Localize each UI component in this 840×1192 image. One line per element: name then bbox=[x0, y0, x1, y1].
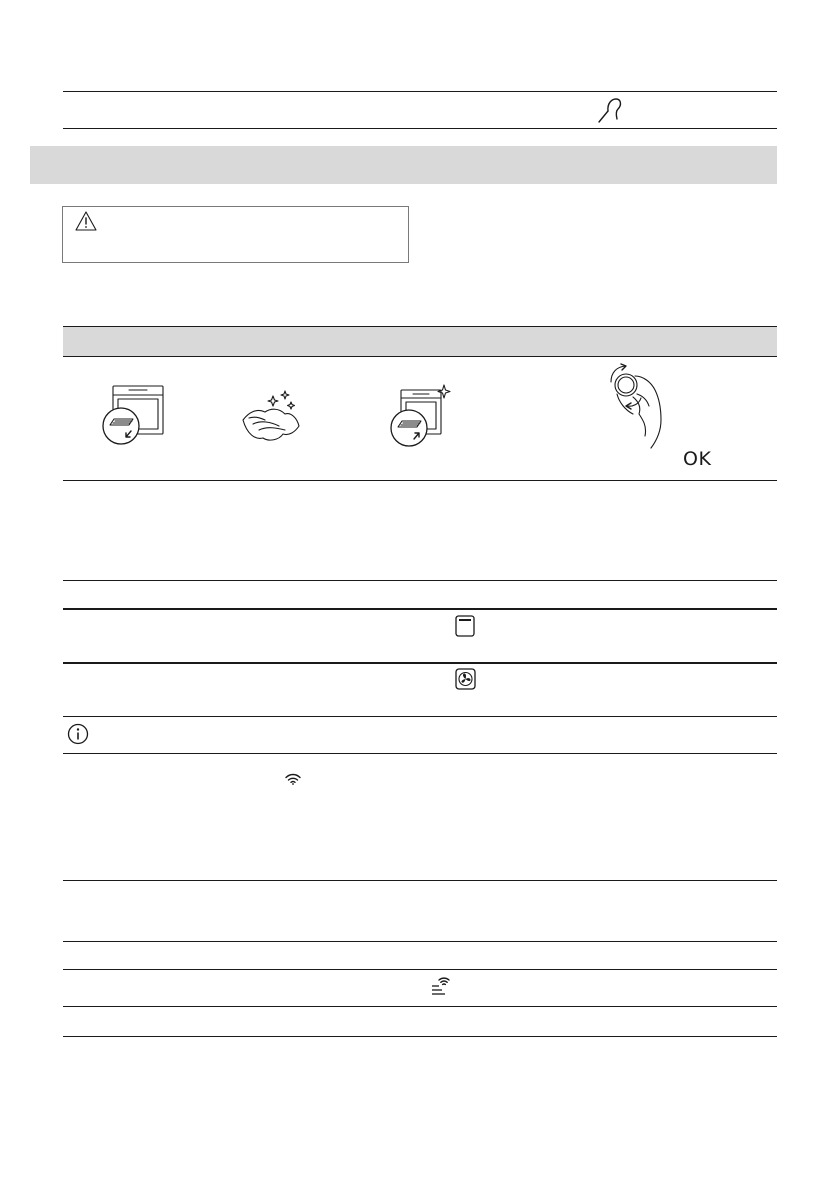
cleaning-cloth-icon bbox=[239, 390, 305, 446]
section-heading-bar bbox=[30, 146, 777, 184]
top-rule-1 bbox=[63, 91, 777, 92]
insert-shelf-icon bbox=[389, 385, 455, 445]
row-rule-1 bbox=[63, 480, 777, 481]
top-rule-2 bbox=[63, 128, 777, 129]
wireless-menu-icon bbox=[431, 976, 451, 996]
wrench-hook-icon bbox=[596, 95, 626, 125]
info-icon bbox=[67, 723, 89, 745]
row-rule-9 bbox=[63, 969, 777, 970]
row-rule-2 bbox=[63, 580, 777, 581]
warning-box bbox=[62, 206, 409, 263]
row-rule-10 bbox=[63, 1006, 777, 1007]
row-rule-6 bbox=[63, 753, 777, 754]
ok-label: OK bbox=[683, 448, 712, 470]
row-rule-5 bbox=[63, 716, 777, 717]
oven-lamp-icon bbox=[455, 615, 475, 637]
row-rule-7 bbox=[63, 880, 777, 881]
fan-icon bbox=[455, 668, 476, 690]
row-rule-8 bbox=[63, 941, 777, 942]
turn-knob-icon bbox=[605, 364, 671, 450]
warning-triangle-icon bbox=[75, 211, 97, 231]
remove-shelf-icon bbox=[101, 385, 167, 445]
wifi-icon bbox=[285, 773, 301, 785]
row-rule-3 bbox=[63, 608, 777, 610]
table-header bbox=[63, 326, 777, 357]
row-rule-4 bbox=[63, 662, 777, 664]
row-rule-11 bbox=[63, 1036, 777, 1037]
